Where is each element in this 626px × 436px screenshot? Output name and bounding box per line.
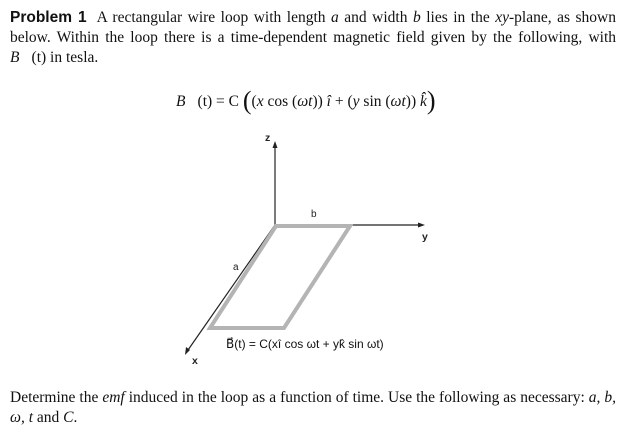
emf-term: emf (102, 389, 125, 406)
statement-text-4: -plane, as shown below. Within the loop there is a time-dependent magnetic field given by the following, with (10, 9, 616, 46)
eq-term2-open: ( (347, 93, 353, 110)
eq-term2-y: y (352, 93, 360, 110)
plane-name: xy (495, 9, 509, 26)
y-axis-label: y (422, 231, 428, 243)
question-text-2: induced in the loop as a function of time. Use the following as necessary: (124, 389, 589, 406)
field-symbol: B (10, 49, 32, 66)
problem-label: Problem 1 (10, 9, 87, 26)
question-and: and (33, 409, 64, 426)
eq-plus: + (330, 93, 348, 110)
eq-term1-x: x (256, 93, 264, 110)
eq-term2-close: )) (405, 93, 417, 110)
x-axis (188, 225, 275, 350)
z-axis-label: z (265, 132, 271, 144)
var-a: a (331, 9, 339, 26)
eq-term2-omega-t: ωt (390, 93, 406, 110)
statement-text-1: A rectangular wire loop with length (96, 9, 332, 26)
eq-lhs-arg: (t) = C (197, 93, 239, 110)
y-axis-arrowhead (418, 223, 425, 228)
field-arg: (t) (31, 49, 47, 66)
eq-term1-open: ( (251, 93, 257, 110)
side-a-label: a (233, 262, 239, 273)
eq-term1-omega-t: ωt (297, 93, 313, 110)
question-vars: a, b, ω, t (10, 389, 617, 426)
eq-term2-unit: k̂ (416, 93, 427, 110)
z-axis-arrowhead (273, 141, 278, 148)
var-b: b (412, 9, 421, 26)
question-end: . (73, 409, 78, 426)
eq-term1-unit: î (322, 93, 331, 110)
wire-loop (210, 226, 350, 328)
eq-outer-open: ( (242, 86, 252, 115)
eq-term2-sin: sin ( (359, 93, 391, 110)
eq-term1-close: )) (312, 93, 323, 110)
question-text (10, 388, 616, 428)
var-C: C (63, 409, 74, 426)
question-text-1: Determine the (10, 389, 103, 406)
eq-term1-cos: cos ( (263, 93, 298, 110)
x-axis-label: x (192, 355, 198, 367)
field-label: B⃗(t) = C(xî cos ωt + yk̂ sin ωt) (226, 337, 384, 351)
statement-text-2: and width (338, 9, 413, 26)
statement-text-5: in tesla. (46, 49, 99, 66)
statement-text-3: lies in the (420, 9, 496, 26)
side-b-label: b (311, 209, 317, 220)
eq-outer-close: ) (426, 86, 436, 115)
eq-lhs-symbol: B (176, 93, 198, 110)
